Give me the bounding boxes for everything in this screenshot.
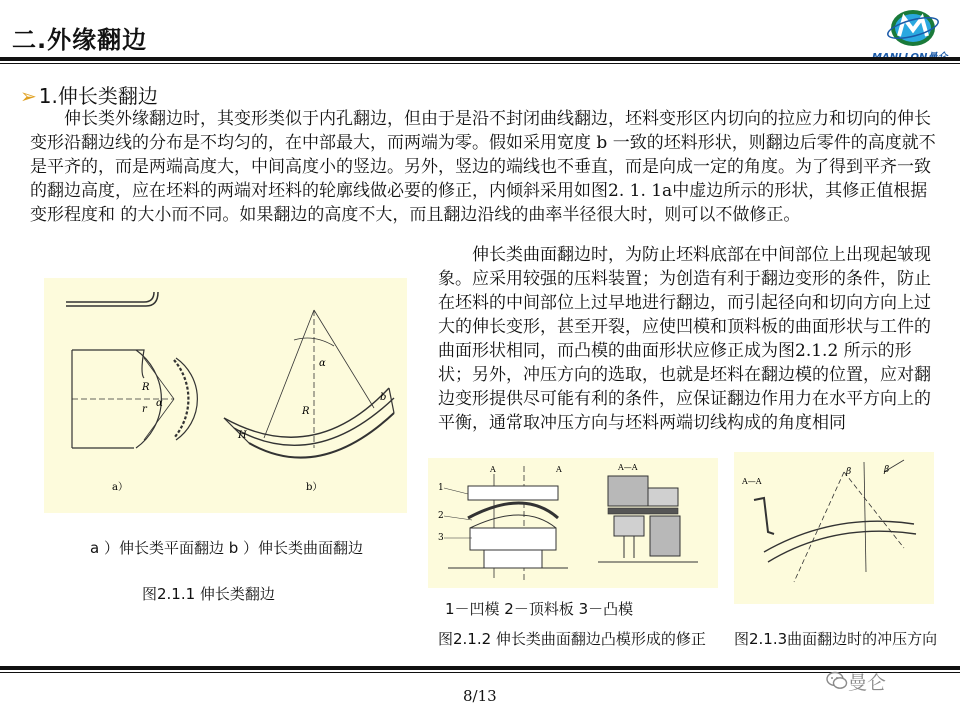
figure-1-sub-caption: a ）伸长类平面翻边 b ）伸长类曲面翻边 [90, 539, 364, 557]
symbol-alpha-a: α [156, 398, 163, 409]
symbol-R-b: R [302, 406, 310, 417]
label-num-3: 3 [438, 533, 444, 543]
bullet-arrow-icon: ➢ [20, 84, 37, 108]
label-num-1: 1 [438, 483, 444, 493]
figure-1-caption: 图2.1.1 伸长类翻边 [142, 585, 275, 603]
label-a: a） [112, 482, 128, 493]
page-title: 二.外缘翻边 [12, 26, 148, 54]
section-label-fig3: A—A [742, 477, 762, 486]
section-label-A-A: A—A [618, 463, 638, 472]
figure-2-caption: 图2.1.2 伸长类曲面翻边凸模形成的修正 [438, 630, 706, 648]
symbol-beta-2: β [884, 465, 890, 475]
header-divider-thin [0, 63, 960, 64]
paragraph-2: 伸长类曲面翻边时，为防止坯料底部在中间部位上出现起皱现象。应采用较强的压料装置；为创造有利于翻边变形的条件，防止在坯料的中间部位上过早地进行翻边，而引起径向和切向方向上过大的伸长变形，甚至开裂，应使凹模和顶料板的曲面形状与工件的曲面形状相同，而凸模的曲面形状应修正成为图2.1.2 所示的形状；另外，冲压方向的选取，也就是坯料在翻边模的位置，应对翻边变形提供尽可能有利的条件，应保证翻边作用力在水平方向上的平衡，通常取冲压方向与坯料两端切线构成的角度相同 [438, 245, 931, 433]
symbol-alpha-b: α [319, 358, 326, 369]
arrow-A-left: A [490, 465, 496, 474]
symbol-b: b [380, 392, 387, 403]
section-heading-text: 1.伸长类翻边 [38, 84, 158, 108]
label-b: b） [306, 482, 323, 493]
footer-divider [0, 666, 960, 670]
symbol-R: R [142, 382, 150, 393]
footer-divider-thin [0, 672, 960, 673]
symbol-H: H [238, 430, 247, 441]
page-number: 8/13 [463, 687, 497, 705]
symbol-r: r [142, 404, 147, 415]
figure-2-legend: 1－凹模 2－顶料板 3－凸模 [445, 600, 634, 618]
figure-2-1-2 [428, 458, 718, 588]
watermark: 曼仑 [848, 672, 887, 694]
figure-3-caption: 图2.1.3曲面翻边时的冲压方向 [734, 630, 938, 648]
symbol-beta-1: β [846, 467, 852, 477]
figure-2-1-3 [734, 452, 934, 604]
label-num-2: 2 [438, 511, 444, 521]
section-heading [20, 80, 158, 109]
paragraph-1: 伸长类外缘翻边时，其变形类似于内孔翻边，但由于是沿不封闭曲线翻边，坯料变形区内切向的拉应力和切向的伸长变形沿翻边线的分布是不均匀的，在中部最大，而两端为零。假如采用宽度 b 一致的坯料形状，则翻边后零件的高度就不是平齐的，而是两端高度大，中间高度小的竖边。另外，竖边的端线也不垂直，而是向成一定的角度。为了得到平齐一致的翻边高度，应在坯料的两端对坯料的轮廓线做必要的修正，内倾斜采用如图2. 1. 1a中虚边所示的形状，其修正值根据变形程度和 的大小而不同。如果翻边的高度不大，而且翻边沿线的曲率半径很大时，则可以不做修正。 [30, 109, 936, 225]
wechat-icon [826, 671, 848, 691]
arrow-A-right: A [556, 465, 562, 474]
figure-2-1-1 [44, 278, 407, 513]
header-divider [0, 57, 960, 61]
